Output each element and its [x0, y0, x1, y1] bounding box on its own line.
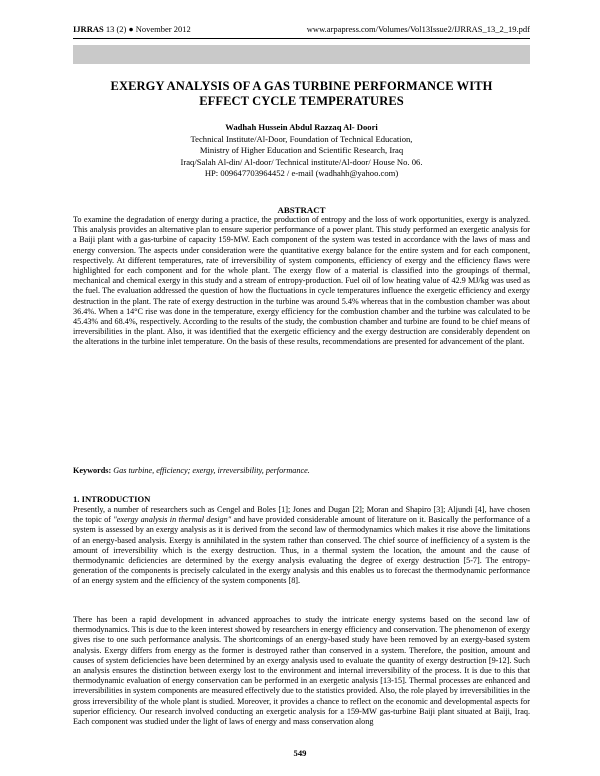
address-line: Iraq/Salah Al-din/ Al-door/ Technical institute/Al-door/ House No. 06. [180, 156, 423, 167]
abstract-heading: ABSTRACT [277, 205, 326, 215]
affiliation-line-2: Ministry of Higher Education and Scientific Research, Iraq [199, 145, 404, 155]
intro-paragraph-2: There has been a rapid development in advanced approaches to study the intricate energy systems based on the second law of thermodynamics. This is due to the keen interest showed by researchers in energy efficiency and conservation. The phenomenon of exergy gives rise to one such performance analysis. The shortcomings of an energy-based study have been removed by an exergy-based system analysis. Exergy differs from energy as the former is destroyed rather than conserved in a system. Therefore, the position, amount and causes of system deficiencies have been determined by an exergy analysis used to evaluate the quantity of exergy destruction [9-12]. Such an analysis ensures the distinction between exergy lost to the environment and internal irreversibility of the process. It is due to this that thermodynamic evaluation of energy conservation can be performed in an exergetic analysis [13-15]. Thermal processes are enhanced and irreversibilities in system components are measured effectively due to the statistics provided. Also, the role played by irreversibilities in the gross irreversibility of the whole plant is studied. Moreover, it provides a chance to reflect on the economic and developmental aspects for superior efficiency. Our research involved conducting an exergetic analysis for a 159-MW gas-turbine Baiji plant situated at Baiji, Iraq. Each component was studied under the light of laws of energy and mass conservation along [73, 615, 530, 727]
intro-p1-part-b: and have provided considerable amount of literature on it. Basically the performance of a system is assessed by an exergy analysis as it is derived from the second law of thermodynamics which makes it rise above the limitations of an energy-based analysis. Exergy is annihilated in the system rather than conserved. The chief source of inefficiency of a system is the amount of irreversibility which is the exergy destruction. Thus, in a thermal system the location, the amount and the cause of thermodynamic deficiencies are determined by the exergy analysis evaluating the degree of exergy destruction [5-7]. The entropy-generation of the components is precisely calculated in the exergy analysis and this enables us to forecast the thermodynamic performance of an energy system and the efficiency of the system components [8]. [73, 515, 530, 586]
article-url[interactable]: www.arpapress.com/Volumes/Vol13Issue2/IJRRAS_13_2_19.pdf [306, 24, 530, 34]
journal-issue: 13 (2) ● November 2012 [103, 24, 191, 34]
intro-p1-italic: "exergy analysis in thermal design" [113, 515, 232, 525]
author-names: Wadhah Hussein Abdul Razzaq Al- Doori [225, 122, 378, 132]
intro-p1-part-a: Presently, a number of researchers such as Cengel and Boles [1]; Jones and Dugan [2]; Moran and Shapiro [3]; Aljundi [4], have chosen the topic of [73, 505, 530, 525]
author-block [73, 122, 530, 180]
keywords-list: Gas turbine, efficiency; exergy, irreversibility, performance. [111, 466, 310, 475]
header-divider [73, 38, 530, 39]
contact-line: HP: 009647703964452 / e-mail (wadhahh@yahoo.com) [204, 168, 399, 178]
running-header [73, 24, 530, 38]
keywords [73, 466, 530, 476]
keywords-label: Keywords: [73, 466, 112, 475]
journal-abbrev: IJRRAS [73, 24, 104, 34]
abstract-text: To examine the degradation of energy during a practice, the production of entropy and the loss of work opportunities, exergy is analyzed. This analysis provides an alternative plan to ensure superior performance of a power plant. This study performed an exergetic analysis for a Baiji plant with a gas-turbine of capacity 159-MW. Each component of the system was tested in accordance with the laws of mass and energy conversion. The aspects under consideration were the quantitative exergy balance for the entire system and for each component, respectively. At different temperatures, rate of irreversibility of system components, efficiency of exergy and the efficiency flaws were highlighted for each component and for the whole plant. The exergy flow of a material is classified into the groupings of thermal, mechanical and chemical exergy in this study and a stream of entropy-production. Fuel oil of low heating value of 42.9 MJ/kg was used as the fuel. The evaluation addressed the question of how the fluctuations in cycle temperatures influence the exergetic efficiency and exergy destruction in the plant. The rate of exergy destruction in the turbine was around 5.4% whereas that in the combustion chamber was about 36.4%. When a 14°C rise was done in the temperature, exergy efficiency for the combustion chamber and the turbine was calculated to be 45.43% and 68.4%, respectively. According to the results of the study, the combustion chamber and turbine are found to be chief means of irreversibilities in the plant. Also, it was identified that the exergetic efficiency and the exergy destruction are considerably dependent on the alterations in the turbine inlet temperature. On the basis of these results, recommendations are presented for advancement of the plant. [73, 215, 530, 347]
gray-banner [73, 45, 530, 64]
section-heading-introduction: 1. INTRODUCTION [73, 494, 151, 504]
affiliation-line-1: Technical Institute/Al-Door, Foundation of Technical Education, [190, 133, 413, 144]
intro-paragraph-1 [73, 505, 530, 587]
title-line-2: EFFECT CYCLE TEMPERATURES [199, 94, 404, 108]
paper-title [73, 79, 530, 109]
journal-citation [73, 24, 191, 34]
title-line-1: EXERGY ANALYSIS OF A GAS TURBINE PERFORMANCE WITH [110, 79, 493, 93]
page-number: 549 [293, 748, 307, 758]
